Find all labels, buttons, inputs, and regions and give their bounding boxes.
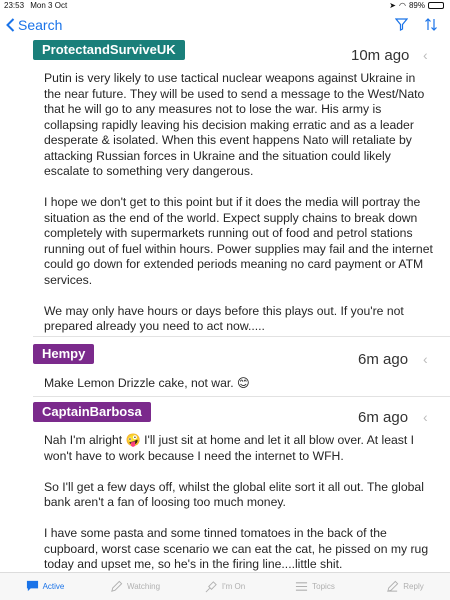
- post-paragraph: Nah I'm alright 🤪 I'll just sit at home and let it all blow over. At least I won't have to work because I need the internet to WFH.: [44, 433, 415, 463]
- status-left: [4, 1, 71, 10]
- tab-im-on[interactable]: [180, 573, 270, 600]
- post-time: 10m ago: [351, 47, 410, 64]
- status-right: [389, 1, 444, 10]
- post-time: 6m ago: [358, 351, 409, 368]
- tab-label: Watching: [126, 582, 161, 591]
- tab-watching[interactable]: [90, 573, 180, 600]
- pen-icon: [205, 580, 218, 593]
- chevron-left-icon[interactable]: ‹: [423, 47, 428, 63]
- tab-label: I'm On: [221, 582, 246, 591]
- chevron-left-icon: [6, 18, 15, 32]
- wifi-icon: ◠: [399, 1, 406, 10]
- back-button[interactable]: [6, 17, 62, 33]
- list-icon: [295, 580, 308, 593]
- chevron-left-icon[interactable]: ‹: [423, 351, 428, 367]
- post-body: [44, 433, 434, 573]
- author-badge[interactable]: CaptainBarbosa: [33, 402, 151, 422]
- tab-bar: [0, 572, 450, 600]
- post-paragraph: We may only have hours or days before this plays out. If you're not prepared already you need to act now.....: [44, 303, 404, 333]
- battery-icon: [428, 2, 444, 9]
- post-paragraph: I hope we don't get to this point but if it does the media will portray the situation as the end of the world. Expect supply chains to break down completely with supermarkets running out of food and petrol stations running out of fuel within hours. Power supplies may fail and the internet could go down for extended periods meaning no card payment or ATM services.: [44, 195, 433, 287]
- post-time: 6m ago: [358, 409, 409, 426]
- divider: [33, 336, 450, 337]
- pencil-icon: [110, 580, 123, 593]
- post-paragraph: Make Lemon Drizzle cake, not war. 😊: [44, 376, 250, 390]
- battery-percent: 89%: [408, 1, 425, 10]
- nav-icons: [395, 18, 438, 31]
- sort-icon[interactable]: [424, 18, 438, 31]
- nav-bar: [0, 12, 450, 40]
- author-badge[interactable]: ProtectandSurviveUK: [33, 40, 185, 60]
- tab-topics[interactable]: [270, 573, 360, 600]
- chat-bubble-icon: [26, 580, 39, 593]
- status-date: Mon 3 Oct: [30, 1, 68, 10]
- tab-label: Reply: [403, 582, 424, 591]
- author-badge[interactable]: Hempy: [33, 344, 94, 364]
- back-button-label: Search: [18, 17, 63, 33]
- post-body: [44, 71, 434, 335]
- post-body: [44, 376, 434, 392]
- tab-active[interactable]: [0, 573, 90, 600]
- tab-label: Active: [42, 582, 65, 591]
- filter-icon[interactable]: [395, 18, 408, 31]
- post-paragraph: Putin is very likely to use tactical nuclear weapons against Ukraine in the near future. They will be used to send a message to the West/Nato that he will go to any measures not to lose the war. His army is collapsing rapidly leaving his decision making erratic and as a leader desperate & isolated. When this event happens Nato will retaliate by attacking Russian forces in Ukraine and the situation could likely escalate to something very dangerous.: [44, 71, 425, 178]
- divider: [33, 396, 450, 397]
- reply-icon: [386, 580, 399, 593]
- post-paragraph: So I'll get a few days off, whilst the global elite sort it all out. The global bank aren't a fan of loosing too much money.: [44, 479, 424, 509]
- post-paragraph: I have some pasta and some tinned tomatoes in the back of the cupboard, worst case scenario we can eat the cat, he pissed on my rug today and upset me, so he's in the firing line....little shit.: [44, 526, 429, 571]
- status-bar: [0, 0, 450, 12]
- tab-label: Topics: [312, 582, 335, 591]
- status-time: 23:53: [4, 1, 25, 10]
- tab-reply[interactable]: [360, 573, 450, 600]
- location-icon: ➤: [389, 1, 396, 10]
- chevron-left-icon[interactable]: ‹: [423, 409, 428, 425]
